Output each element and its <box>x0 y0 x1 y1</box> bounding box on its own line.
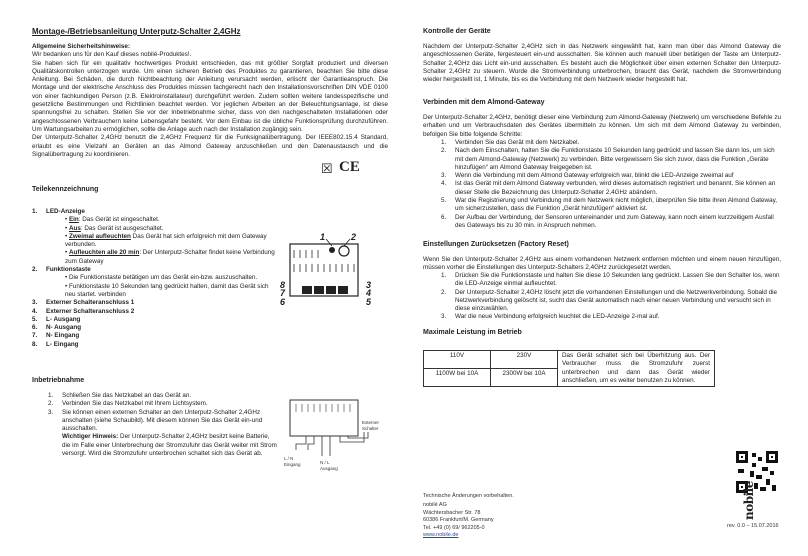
footer-phone: Tel. +49 (0) 69/ 962205-0 <box>423 524 485 531</box>
part-item: 6. N- Ausgang <box>32 324 82 332</box>
diagram-number-6: 6 <box>280 297 286 307</box>
table-cell: 1100W bei 10A <box>424 369 491 387</box>
led-item: • Aufleuchten alle 20 min: Der Unterputz-Schalter findet keine Verbindung zum Gateway <box>65 249 275 265</box>
reset-heading: Einstellungen Zurücksetzen (Factory Reset) <box>423 241 569 248</box>
wiring-output-label2: Ausgang <box>320 466 338 471</box>
connect-step: 2. Nach dem Einschalten, halten Sie die Funktionstaste 10 Sekunden lang gedrückt und lassen Sie dann los, um sich mit dem Almond-Gateway (Netzwerk) zu verbinden. Bitte vergewissern Sie sich zuvor, dass die Funktion „Geräte hinzufügen“ am Almond Gateway freigegeben ist. <box>441 147 775 171</box>
control-body: Nachdem der Unterputz-Schalter 2,4GHz sich in das Netzwerk eingewählt hat, kann man über das Almond Gateway die angeschlossenen Geräte, fergesteuert ein-und ausschalten. Sie können auch manuell über betätigen der Taste am Unterputz-Schalter 2,4GHz das Licht ein-und ausschalten. Es besteht auch die Möglichkeit über einen externen Schalter den Unterputz-Schalter 2,4GHz zu steuern. Wurde die Stromverbindung unterbrochen, braucht das Gerät, nachdem die Stromverbindung wieder hergestellt ist, 1 Minute, bis es die Verbindung mit dem Netzwerk wieder hergestellt hat. <box>423 43 781 84</box>
diagram-number-5: 5 <box>366 297 372 307</box>
reset-step: 3. War die neue Verbindung erfolgreich leuchtet die LED-Anzeige 2-mal auf. <box>441 313 660 321</box>
reset-body: Wenn Sie den Unterputz-Schalter 2,4GHz aus einem vorhandenen Netzwerk entfernen möchten und einem neuen hinzufügen, müssen vorher die Einstellungen des Unterputz-Schalters 2,4GHz zurückgesetzt werden. <box>423 256 781 272</box>
control-heading: Kontrolle der Geräte <box>423 28 491 35</box>
table-cell: 230V <box>491 351 558 369</box>
reset-steps <box>441 272 781 322</box>
diagram-number-7: 7 <box>280 288 286 298</box>
diagram-number-3: 3 <box>366 280 372 290</box>
connect-body: Der Unterputz-Schalter 2,4GHz, benötigt dieser eine Verbindung zum Almond-Gateway (Netzwerk) um verschiedene Befehle zu erhalten und um Verbrauchsdaten des Gerätes übermitteln zu können. Um sich mit dem Almond Gateway zu verbinden, befolgen Sie bitte folgende Schritte: <box>423 114 781 138</box>
weee-icon: ☒ <box>321 161 333 176</box>
reset-step: 2. Der Unterputz-Schalter 2,4GHz löscht jetzt die vorhandenen Einstellungen und die Netzwerkverbindung. Sobald die Netzwerkverbindung gelöscht ist, sucht das Gerät automatisch nach einer neuen Verbindung und versucht sich in diese einzuwählen. <box>441 288 778 313</box>
startup-steps <box>48 392 278 458</box>
footer-company: nobilé AG <box>423 502 447 509</box>
startup-note: Wichtiger Hinweis: Der Unterputz-Schalter 2,4GHz besitzt keine Batterie, die im Falle einer Unterbrechung der Stromzufuhr das Gerät weiter mit Strom versorgt. Wird die Stromzufuhr unterbrochen schaltet sich das Gerät ab. <box>62 433 277 458</box>
led-label: LED-Anzeige <box>46 208 85 215</box>
maxload-heading: Maximale Leistung im Betrieb <box>423 329 522 336</box>
diagram-number-2: 2 <box>351 232 357 242</box>
wiring-output-label: N / L <box>320 460 330 465</box>
connect-step: 6. Der Aufbau der Verbindung, der Sensoren untereinander und zum Gateway, kann noch einem kurzzeitigem Ausfall des Gateways bis zu 30 min. in Anspruch nehmen. <box>441 213 774 229</box>
safety-heading: Allgemeine Sicherheitshinweise: <box>32 43 130 50</box>
parts-list: 1. LED-Anzeige • Ein: Das Gerät ist eingeschaltet. • Aus: Das Gerät ist ausgeschaltet. • Zweimal aufleuchten Das Gerät hat sich erfolgreich mit dem Gateway verbunden. • Aufleuchten alle 20 min: Der Unterputz-Schalter findet keine Verbindung zum Gateway 2. Funktionstaste • Die Funktionstaste betätigen um das Gerät ein-bzw. auszuschalten. • Funktionstaste 10 Sekunden lang gedrückt halten, damit das Gerät sich neu startet. verbinden 3. Externer Schalteranschluss 1 4. Externer Schalteranschluss 2 5. L- Ausgang 6. N- Ausgang 7. N- Eingang 8. L- Eingang <box>32 208 277 349</box>
startup-heading: Inbetriebnahme <box>32 377 85 384</box>
parts-heading: Teilekennzeichnung <box>32 186 99 193</box>
maxload-note: Das Gerät schaltet sich bei Überhitzung aus. Der Verbraucher muss die Stromzufuhr zuerst unterbrechen und dann das Gerät wieder anschließen, um es weiter benutzen zu können. <box>558 351 715 387</box>
footer-street: Wächtersbacher Str. 78 <box>423 509 481 516</box>
footer-changes: Technische Änderungen vorbehalten. <box>423 493 514 499</box>
startup-step: 1. Schließen Sie das Netzkabel an das Gerät an. <box>48 392 192 399</box>
part-item: 7. N- Eingang <box>32 332 80 340</box>
safety-thanks: Wir bedanken uns für den Kauf dieses nobilé-Produktes!. <box>32 51 192 59</box>
part-item: 3. Externer Schalteranschluss 1 <box>32 299 135 307</box>
wiring-input-label2: Eingang <box>284 462 301 467</box>
part-item: 5. L- Ausgang <box>32 315 81 323</box>
function-item: • Funktionstaste 10 Sekunden lang gedrückt halten, damit das Gerät sich neu startet. verbinden <box>65 282 269 298</box>
part-item: 4. Externer Schalteranschluss 2 <box>32 307 135 315</box>
diagram-number-8: 8 <box>280 280 286 290</box>
reset-step: 1. Drücken Sie die Funktionstaste und halten Sie diese 10 Sekunden lang gedrückt. Lassen Sie den Schalter los, wenn die LED-Anzeige einmal aufleuchtet. <box>441 272 780 288</box>
wiring-input-label: L / N <box>284 456 294 461</box>
connect-heading: Verbinden mit dem Almond-Gateway <box>423 99 545 106</box>
part-item: 8. L- Eingang <box>32 340 79 348</box>
connect-step: 1. Verbinden Sie das Gerät mit dem Netzkabel. <box>441 139 580 146</box>
table-cell: 110V <box>424 351 491 369</box>
function-item: • Die Funktionstaste betätigen um das Gerät ein-bzw. auszuschalten. <box>65 274 258 282</box>
connect-steps <box>441 139 781 230</box>
led-item: • Ein: Das Gerät ist eingeschaltet. <box>65 216 160 224</box>
wiring-diagram <box>278 392 388 474</box>
device-diagram <box>280 230 380 310</box>
ce-mark-icon: CE <box>339 159 360 175</box>
document-title: Montage-/Betriebsanleitung Unterputz-Schalter 2,4GHz <box>32 27 241 36</box>
footer <box>423 493 514 540</box>
led-item: • Aus: Das Gerät ist ausgeschaltet. <box>65 224 164 232</box>
led-item: • Zweimal aufleuchten Das Gerät hat sich erfolgreich mit dem Gateway verbunden. <box>65 232 267 249</box>
wiring-switch-label2: Schalter <box>362 426 379 431</box>
safety-section <box>32 43 388 159</box>
footer-website-link[interactable]: www.nobile.de <box>423 532 459 539</box>
diagram-number-4: 4 <box>366 288 372 298</box>
diagram-number-1: 1 <box>320 232 326 242</box>
function-label: Funktionstaste <box>46 266 91 274</box>
footer-city: 60386 Frankfurt/M. Germany <box>423 517 494 524</box>
connect-step: 5. War die Registrierung und Verbindung mit dem Netzwerk nicht möglich, überprüfen Sie bitte ihren Almond Gateway, um sicherzustellen, dass die Funktion „Gerät hinzufügen“ aktiviert ist. <box>441 197 778 213</box>
revision-label: rev. 0.0 – 15.07.2016 <box>727 523 779 529</box>
nobile-logo: nobile <box>742 481 756 520</box>
maxload-table <box>423 350 715 387</box>
wiring-switch-label: Externer <box>362 420 380 425</box>
connect-step: 3. Wenn die Verbindung mit dem Almond Gateway erfolgreich war, blinkt die LED-Anzeige zweimal auf <box>441 172 734 180</box>
table-cell: 2300W bei 10A <box>491 369 558 387</box>
connect-step: 4. Ist das Gerät mit dem Almond Gateway verbunden, wird dieses automatisch registriert und benannt. Sie können an dieser Stelle die Bezeichnung des Unterputz-Schalter 2,4GHz abändern. <box>441 180 776 196</box>
startup-step: 2. Verbinden Sie das Netzkabel mit Ihrem Lichtsystem. <box>48 400 208 408</box>
startup-step: 3. Sie können einen externen Schalter an den Unterputz-Schalter 2,4GHz anschalten (siehe Schaubild). Mit diesem können Sie das Gerät ein-und ausschalten. <box>48 408 263 433</box>
safety-body: Sie haben sich für ein qualitativ hochwertiges Produkt entschieden, das mit größter Sorgfalt produziert und diversen Qualitätskontrollen unterzogen wurde. Um einen sicheren Betrieb des Produktes zu garantieren, beachten Sie bitte diese Anleitung. Bei Schäden, die durch Nichtbeachtung der Anleitung verursacht werden, erlischt der Garantieanspruch. Die Montage und der elektrische Anschluss des Produktes müssen fachgerecht nach den Installationsvorschriften DIN VDE 0100 von einer fachkundigen Person (z.B. Elektroinstallateur) durchgeführt werden. Zudem sollten weitere landesspezifische und gesetzliche Bestimmungen und Richtlinien beachtet werden. Vor jeglichen Arbeiten an der Beleuchtungsanlage, ist diese spannungsfrei zu schalten. Stellen Sie vor der Inbetriebnahme sicher, dass von den nachgeschalteten Installationen oder angeschlossenen Verbrauchern keine Lebensgefahr besteht. Vor dem Einbau ist die übliche Funktionsprüfung durchzuführen. Um Wartungsarbeiten zu ermöglichen, sollte die Anlage auch nach der Installation zugängig sein. <box>32 59 388 133</box>
frequency-text: Der Unterputz-Schalter 2,4GHz benutzt die 2,4GHz Frequenz für die Funksignalübertragung. Der IEEE802.15.4 Standard, erlaubt es eine Vielzahl an Geräten an das Almond Gateway anzuschließen und den Datenaustausch und die Signalübertragung zu koordinieren. <box>32 134 388 158</box>
